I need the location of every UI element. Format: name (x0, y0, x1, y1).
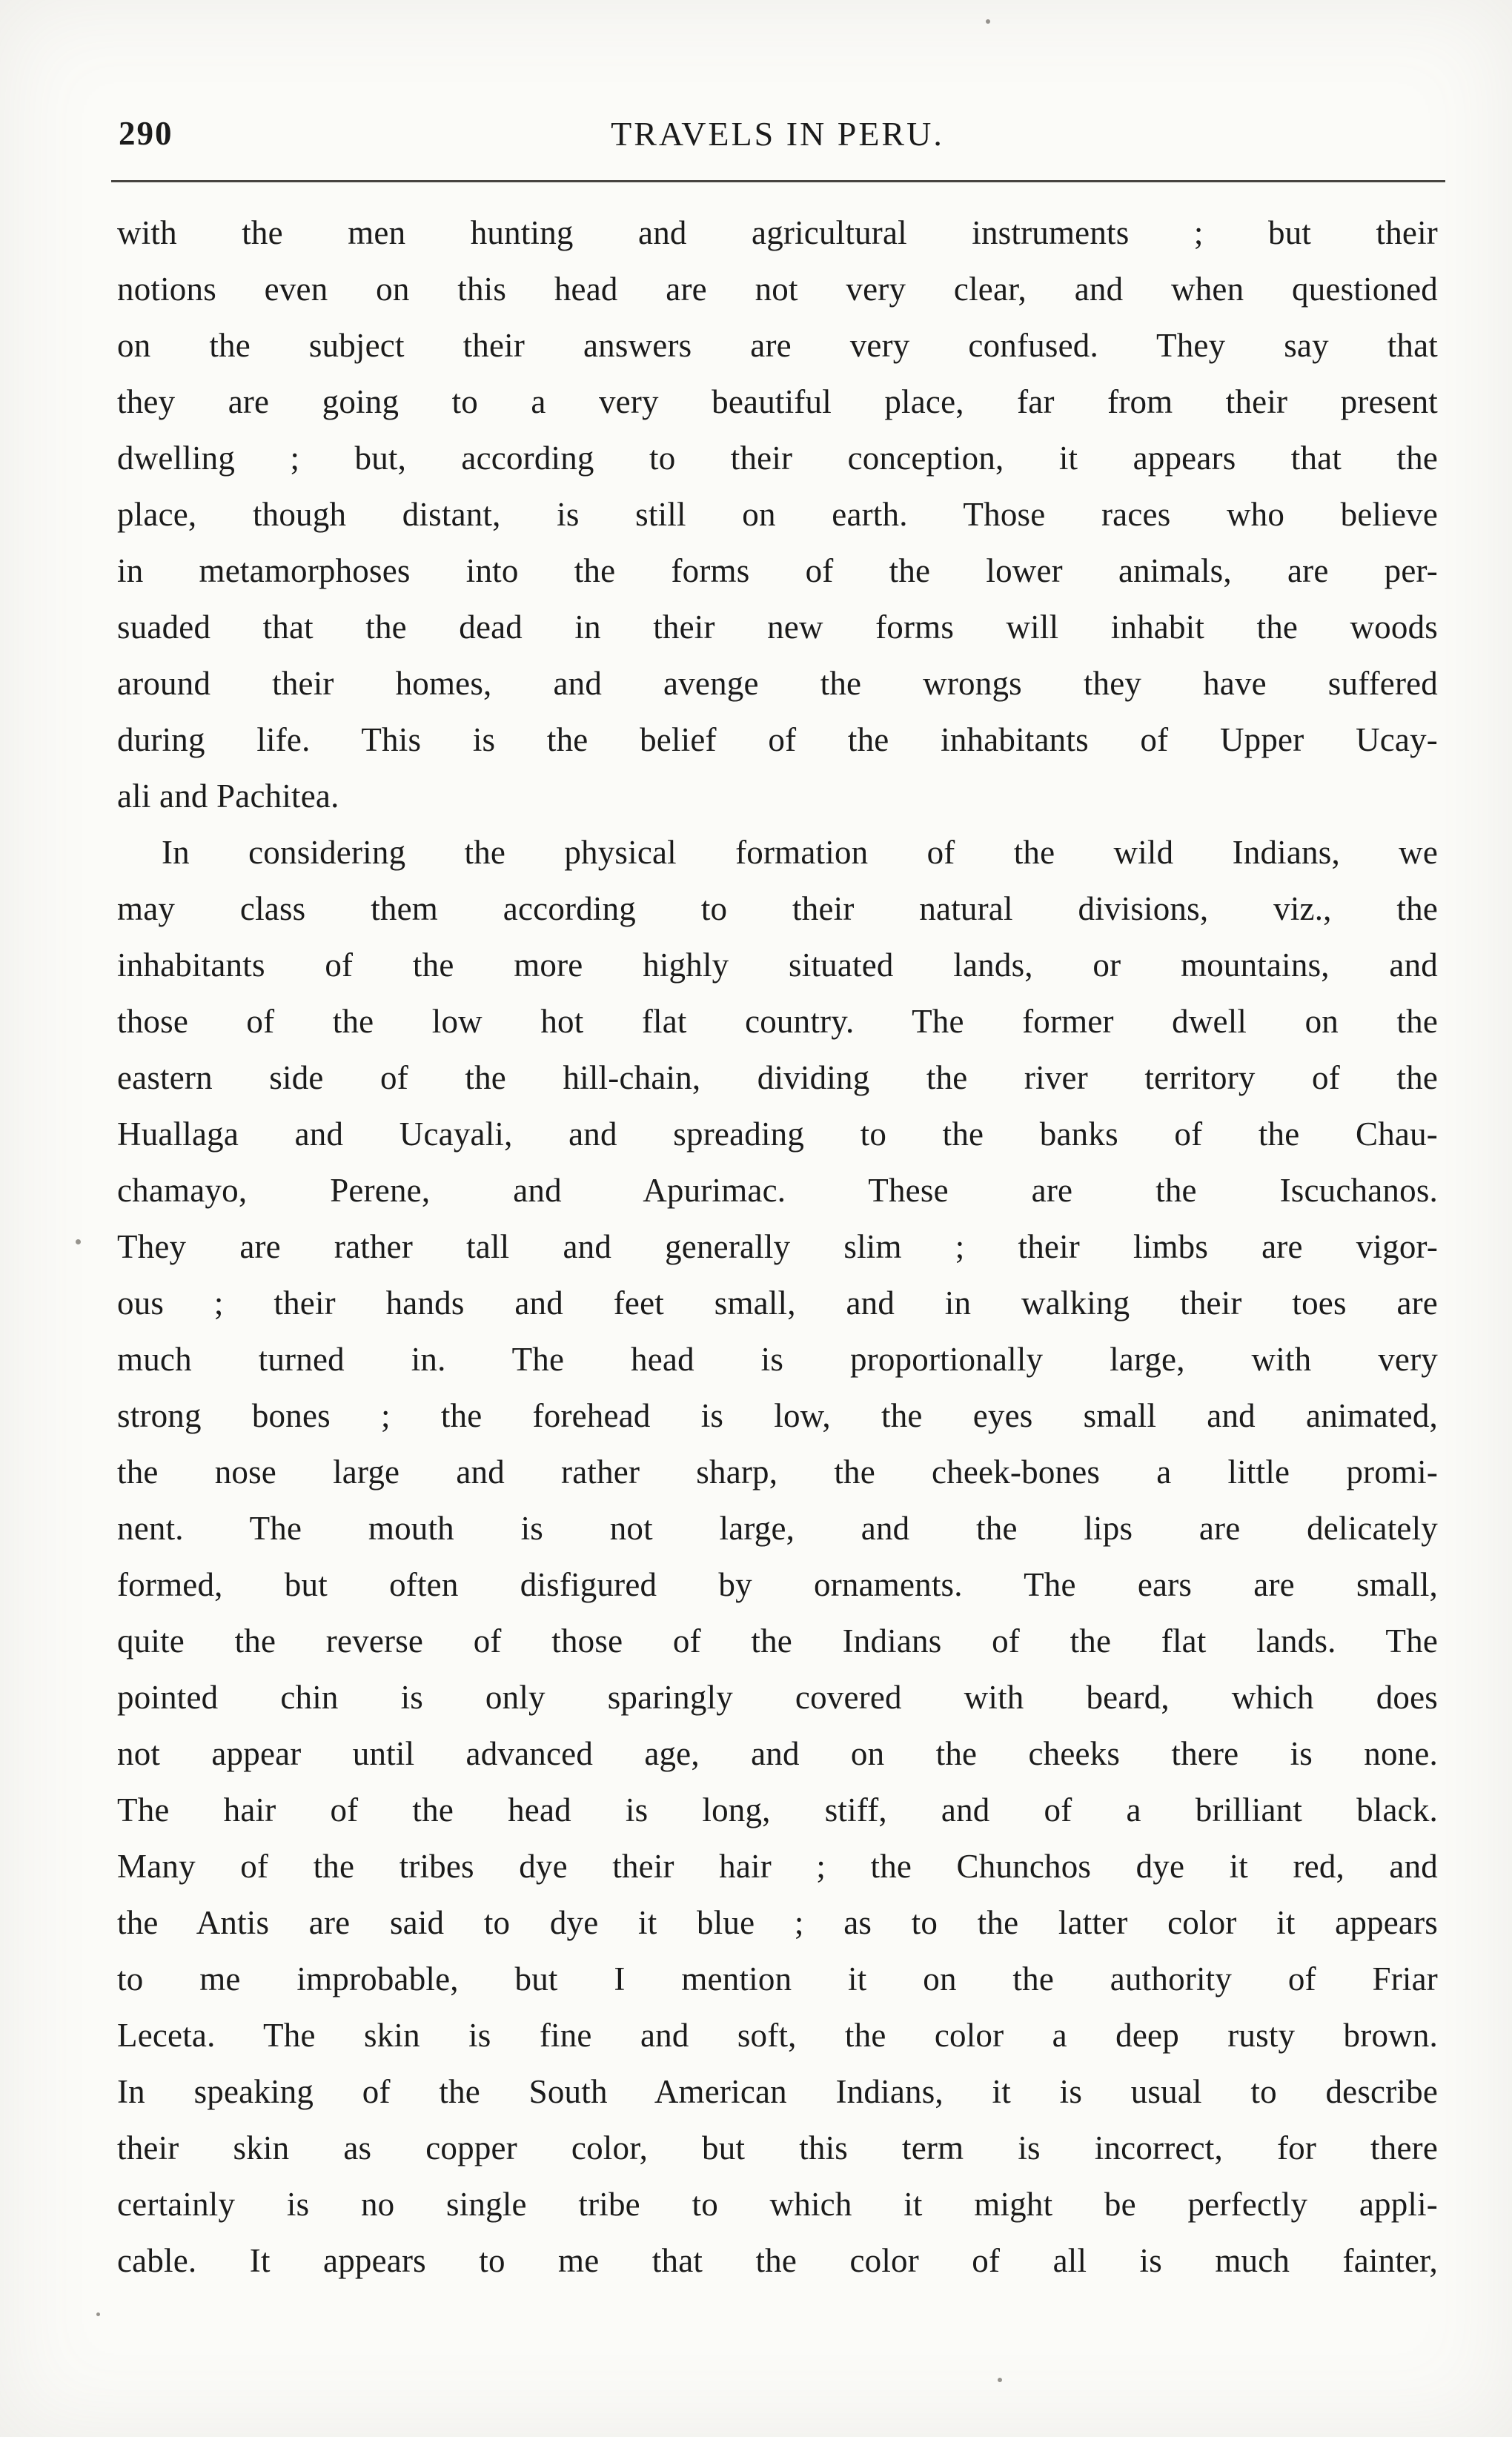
text-line: around their homes, and avenge the wrongs they have suffered (117, 665, 1438, 702)
text-line: notions even on this head are not very clear, and when questioned (117, 271, 1438, 308)
text-line: The hair of the head is long, stiff, and of a brilliant black. (117, 1791, 1438, 1828)
text-line: during life. This is the belief of the inhabitants of Upper Ucay- (117, 721, 1438, 758)
paragraph (117, 824, 1438, 2289)
text-line: They are rather tall and generally slim ; their limbs are vigor- (117, 1228, 1438, 1265)
text-line: they are going to a very beautiful place, far from their present (117, 383, 1438, 420)
text-line: ali and Pachitea. (117, 777, 339, 815)
text-line: with the men hunting and agricultural instruments ; but their (117, 214, 1438, 251)
text-line: those of the low hot flat country. The former dwell on the (117, 1003, 1438, 1040)
scan-speck (986, 19, 990, 24)
text-line: eastern side of the hill-chain, dividing the river territory of the (117, 1059, 1438, 1096)
text-line: inhabitants of the more highly situated lands, or mountains, and (117, 946, 1438, 984)
paragraph (117, 205, 1438, 824)
text-line: place, though distant, is still on earth. Those races who believe (117, 496, 1438, 533)
text-line: their skin as copper color, but this term is incorrect, for there (117, 2129, 1438, 2166)
text-line: on the subject their answers are very confused. They say that (117, 327, 1438, 364)
page-header (117, 116, 1438, 159)
page-body (117, 205, 1438, 2289)
text-line: strong bones ; the forehead is low, the eyes small and animated, (117, 1397, 1438, 1434)
text-line: pointed chin is only sparingly covered with beard, which does (117, 1679, 1438, 1716)
text-line: in metamorphoses into the forms of the lower animals, are per- (117, 552, 1438, 589)
text-line: suaded that the dead in their new forms will inhabit the woods (117, 609, 1438, 646)
running-title: TRAVELS IN PERU. (611, 115, 944, 153)
page-number: 290 (119, 115, 173, 152)
text-line: Leceta. The skin is fine and soft, the color a deep rusty brown. (117, 2017, 1438, 2054)
scan-speck (96, 2312, 100, 2316)
text-line: ous ; their hands and feet small, and in walking their toes are (117, 1284, 1438, 1322)
text-line: formed, but often disfigured by ornaments. The ears are small, (117, 1566, 1438, 1603)
text-line: In considering the physical formation of the wild Indians, we (162, 834, 1438, 871)
text-line: to me improbable, but I mention it on the authority of Friar (117, 1960, 1438, 1997)
header-rule (111, 180, 1445, 182)
text-line: not appear until advanced age, and on the cheeks there is none. (117, 1735, 1438, 1772)
text-line: chamayo, Perene, and Apurimac. These are the Iscuchanos. (117, 1172, 1438, 1209)
text-line: may class them according to their natural divisions, viz., the (117, 890, 1438, 927)
text-line: cable. It appears to me that the color of all is much fainter, (117, 2242, 1438, 2279)
scan-speck (998, 2378, 1002, 2382)
text-line: the Antis are said to dye it blue ; as to the latter color it appears (117, 1904, 1438, 1941)
scan-speck (76, 1239, 81, 1244)
text-line: much turned in. The head is proportionally large, with very (117, 1341, 1438, 1378)
text-line: In speaking of the South American Indians, it is usual to describe (117, 2073, 1438, 2110)
text-line: dwelling ; but, according to their conception, it appears that the (117, 440, 1438, 477)
text-line: certainly is no single tribe to which it might be perfectly appli- (117, 2186, 1438, 2223)
text-line: quite the reverse of those of the Indians of the flat lands. The (117, 1622, 1438, 1660)
text-line: Many of the tribes dye their hair ; the Chunchos dye it red, and (117, 1848, 1438, 1885)
text-line: Huallaga and Ucayali, and spreading to the banks of the Chau- (117, 1115, 1438, 1153)
text-line: nent. The mouth is not large, and the lips are delicately (117, 1510, 1438, 1547)
text-line: the nose large and rather sharp, the cheek-bones a little promi- (117, 1453, 1438, 1491)
